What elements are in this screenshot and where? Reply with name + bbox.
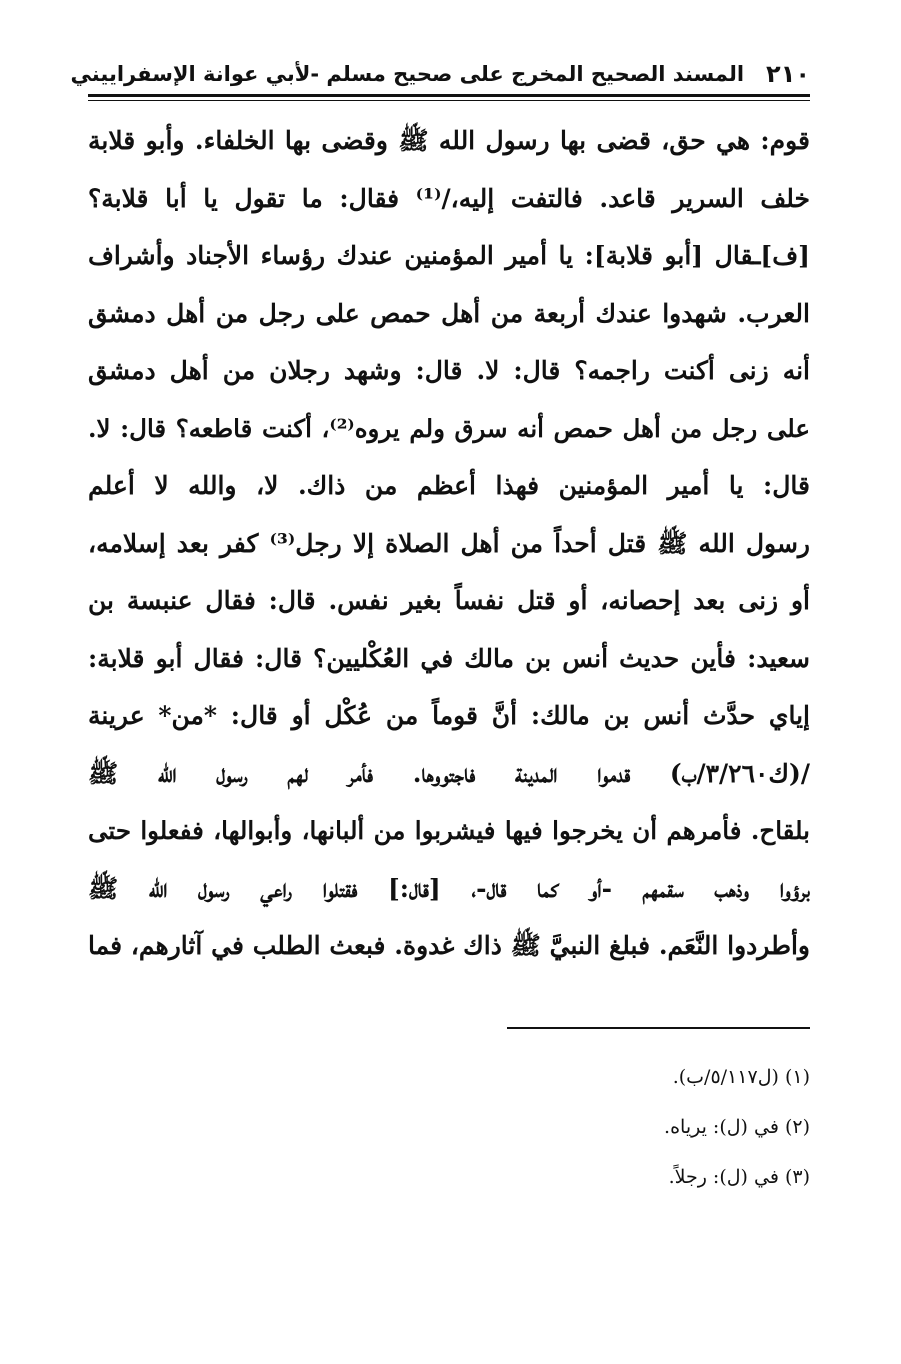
footnote: (٣) في (ل): رجلاً. [668, 1166, 810, 1188]
page-number: ٢١٠ [766, 60, 810, 88]
text-line: العرب. شهدوا عندك أربعة من أهل حمص على رجل من أهل دمشق [88, 298, 810, 328]
text-line: أو زنى بعد إحصانه، أو قتل نفساً بغير نفس. قال: فقال عنبسة بن [88, 586, 810, 615]
running-title: المسند الصحيح المخرج على صحيح مسلم -لأبي عوانة الإسفراييني [70, 62, 745, 86]
text-line: قال: يا أمير المؤمنين فهذا أعظم من ذاك. لا، والله لا أعلم [88, 471, 810, 500]
header-rule-thick [88, 94, 810, 97]
text-line: [ف]ـقال [أبو قلابة]: يا أمير المؤمنين عندك رؤساء الأجناد وأشراف [88, 241, 810, 270]
text-line: بلقاح. فأمرهم أن يخرجوا فيها فيشربوا من ألبانها، وأبوالها، ففعلوا حتى [88, 816, 810, 845]
text-line: خلف السرير قاعد. فالتفت إليه،/⁽¹⁾ فقال: ما تقول يا أبا قلابة؟ [88, 183, 810, 213]
text-line: /(ك٣/٢٦٠/ب) قدموا المدينة فاجتووها. فأمر لهم رسول الله ﷺ [88, 758, 810, 788]
main-text [88, 112, 810, 975]
page-header [70, 54, 810, 94]
footnote: (١) (ل٥/١١٧/ب). [672, 1066, 810, 1088]
text-line: سعيد: فأين حديث أنس بن مالك في العُكْليين؟ قال: فقال أبو قلابة: [88, 643, 810, 673]
text-line: وأطردوا النَّعَم. فبلغ النبيَّ ﷺ ذاك غدوة. فبعث الطلب في آثارهم، فما [88, 931, 810, 960]
text-line: رسول الله ﷺ قتل أحداً من أهل الصلاة إلا رجل⁽³⁾ كفر بعد إسلامه، [88, 528, 810, 558]
footnote-separator [507, 1027, 810, 1029]
footnote: (٢) في (ل): يرياه. [664, 1116, 810, 1138]
text-line: برؤوا وذهب سقمهم -أو كما قال-، [قال:] فقتلوا راعي رسول الله ﷺ [88, 873, 810, 903]
text-line: أنه زنى أكنت راجمه؟ قال: لا. قال: وشهد رجلان من أهل دمشق [88, 356, 810, 385]
footnotes [88, 1052, 810, 1202]
text-line: قوم: هي حق، قضى بها رسول الله ﷺ وقضى بها الخلفاء. وأبو قلابة [88, 126, 810, 155]
header-rule-thin [88, 100, 810, 101]
text-line: إياي حدَّث أنس بن مالك: أنَّ قوماً من عُكْل أو قال: *من* عرينة [88, 701, 810, 730]
text-line: على رجل من أهل حمص أنه سرق ولم يروه⁽²⁾، أكنت قاطعه؟ قال: لا. [88, 413, 810, 443]
